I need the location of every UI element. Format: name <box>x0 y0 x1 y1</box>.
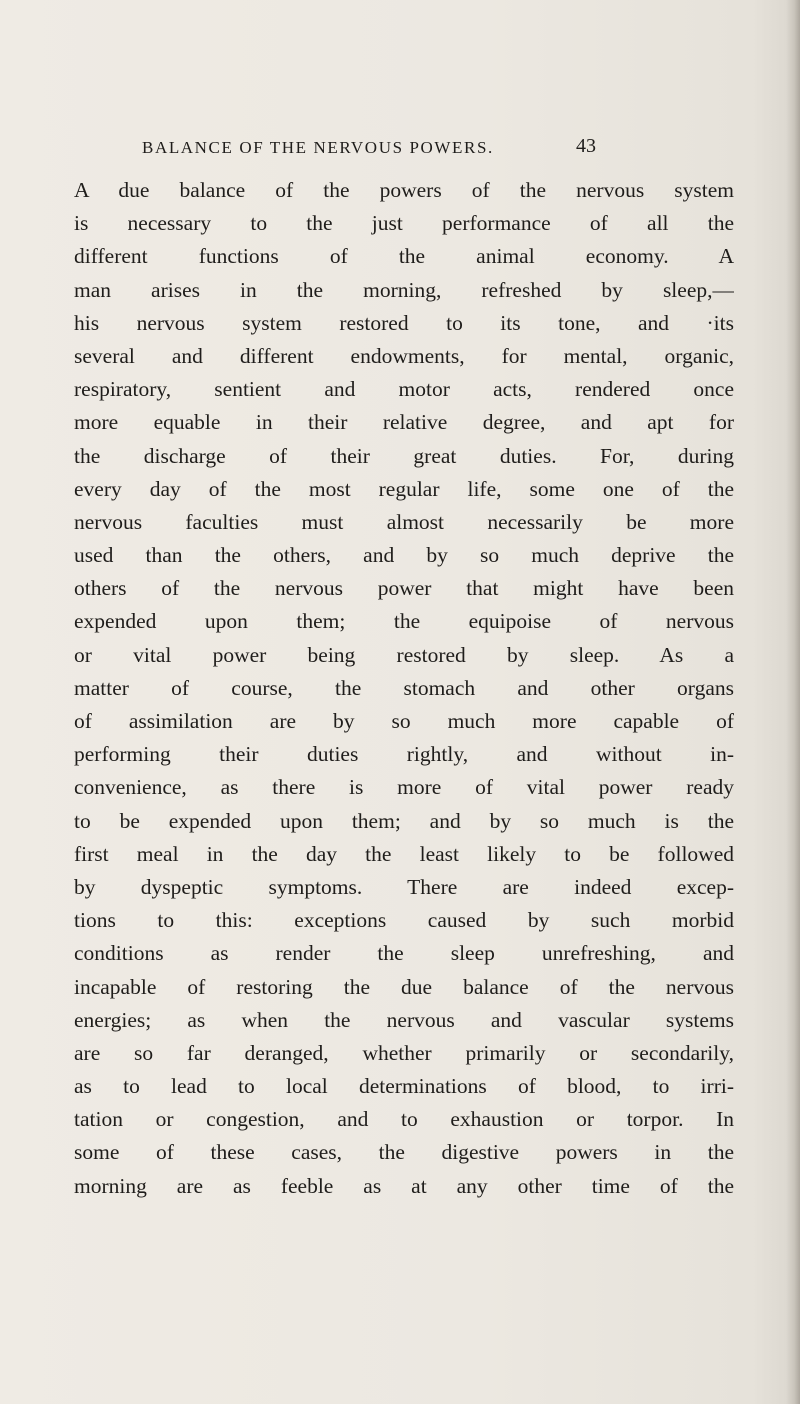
text-line: incapable of restoring the due balance of the nervous <box>74 974 734 999</box>
text-line: more equable in their relative degree, and apt for <box>74 410 734 435</box>
page-header <box>0 135 800 168</box>
text-line: several and different endowments, for mental, organic, <box>74 343 734 368</box>
text-line: conditions as render the sleep unrefreshing, and <box>74 941 734 966</box>
text-line: matter of course, the stomach and other organs <box>74 675 734 700</box>
text-line: the discharge of their great duties. For, during <box>74 443 734 468</box>
text-line: A due balance of the powers of the nervous system <box>74 178 734 202</box>
text-line: by dyspeptic symptoms. There are indeed excep- <box>74 874 734 899</box>
text-line: first meal in the day the least likely to be followed <box>74 841 734 866</box>
text-line: tation or congestion, and to exhaustion or torpor. In <box>74 1107 734 1132</box>
text-line: nervous faculties must almost necessarily be more <box>74 509 734 534</box>
text-line: is necessary to the just performance of all the <box>74 211 734 236</box>
text-line: respiratory, sentient and motor acts, rendered once <box>74 377 734 402</box>
text-line: tions to this: exceptions caused by such morbid <box>74 908 734 933</box>
text-line: man arises in the morning, refreshed by sleep,— <box>74 277 734 302</box>
text-line: different functions of the animal economy. A <box>74 244 734 269</box>
text-line: his nervous system restored to its tone, and ·its <box>74 310 734 335</box>
text-line: as to lead to local determinations of blood, to irri- <box>74 1074 734 1099</box>
text-line: used than the others, and by so much deprive the <box>74 543 734 568</box>
text-line: energies; as when the nervous and vascular systems <box>74 1007 734 1032</box>
text-line: morning are as feeble as at any other time of the <box>74 1173 734 1198</box>
text-line: performing their duties rightly, and without in- <box>74 742 734 767</box>
page-number: 43 <box>576 135 596 157</box>
text-line: expended upon them; the equipoise of nervous <box>74 609 734 634</box>
running-head: BALANCE OF THE NERVOUS POWERS. <box>142 138 494 157</box>
text-line: are so far deranged, whether primarily or secondarily, <box>74 1040 734 1065</box>
text-line: some of these cases, the digestive powers in the <box>74 1140 734 1165</box>
text-line: others of the nervous power that might have been <box>74 576 734 601</box>
text-line: every day of the most regular life, some one of the <box>74 476 734 501</box>
text-line: to be expended upon them; and by so much is the <box>74 808 734 833</box>
text-line: of assimilation are by so much more capable of <box>74 709 734 733</box>
page-edge-shadow <box>786 0 800 1404</box>
text-line: convenience, as there is more of vital power ready <box>74 775 734 800</box>
text-line: or vital power being restored by sleep. As a <box>74 642 734 667</box>
body-text <box>74 174 734 1234</box>
